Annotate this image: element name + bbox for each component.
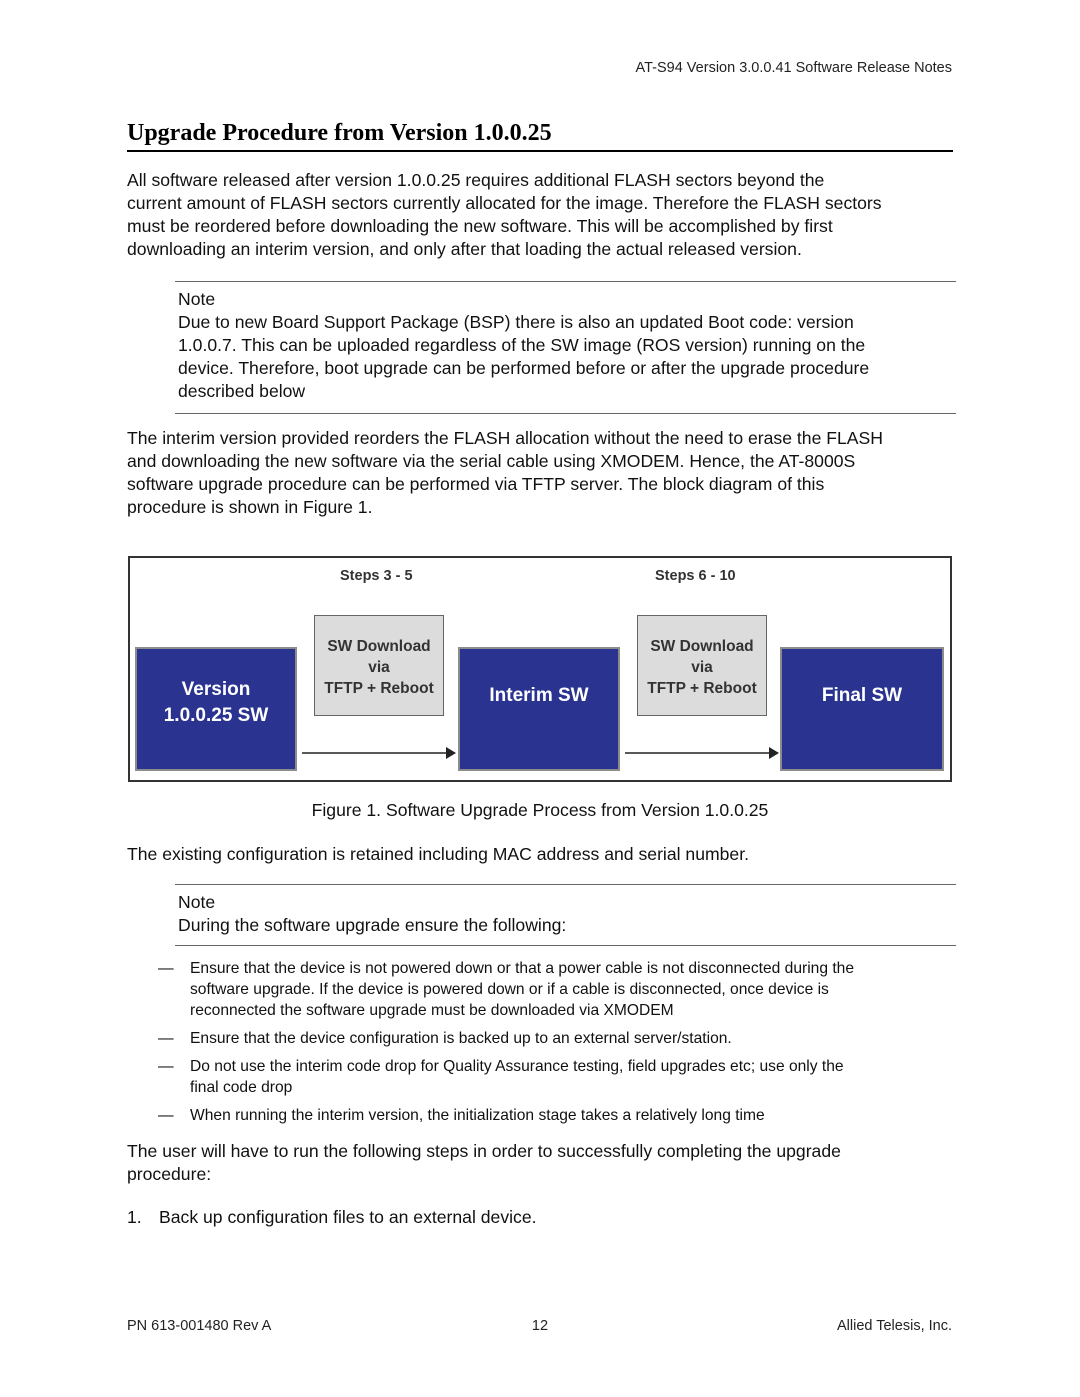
arrow-right-icon	[300, 743, 460, 763]
version-1-0-0-25-box	[135, 647, 297, 771]
text-line: The user will have to run the following steps in order to successfully completing the upgrade	[127, 1141, 841, 1161]
list-item	[158, 1056, 958, 1098]
version-box-line2: 1.0.0.25 SW	[163, 705, 269, 726]
text-line: All software released after version 1.0.0.25 requires additional FLASH sectors beyond the	[127, 170, 825, 190]
text-line: procedure:	[127, 1164, 212, 1184]
upgrade-block-diagram	[128, 556, 952, 782]
interim-paragraph	[127, 427, 953, 519]
download-line: TFTP + Reboot	[324, 680, 434, 697]
step-number: 1.	[127, 1207, 142, 1227]
note-text: During the software upgrade ensure the following:	[178, 915, 567, 935]
download-line: SW Download	[327, 638, 431, 655]
retained-paragraph: The existing configuration is retained including MAC address and serial number.	[127, 844, 749, 864]
section-title: Upgrade Procedure from Version 1.0.0.25	[127, 120, 953, 152]
dash-bullet: —	[158, 1058, 174, 1075]
text-line: reconnected the software upgrade must be downloaded via XMODEM	[190, 1002, 674, 1019]
download-line: SW Download	[650, 638, 754, 655]
dash-bullet: —	[158, 1030, 174, 1047]
numbered-step	[127, 1206, 953, 1229]
download-line: via	[368, 659, 390, 676]
interim-box-label: Interim SW	[489, 685, 589, 706]
step-text: Back up configuration files to an external device.	[159, 1207, 537, 1227]
text-line: When running the interim version, the initialization stage takes a relatively long time	[190, 1107, 765, 1124]
final-sw-box	[780, 647, 944, 771]
text-line: device. Therefore, boot upgrade can be performed before or after the upgrade procedure	[178, 358, 870, 378]
text-line: Due to new Board Support Package (BSP) there is also an updated Boot code: version	[178, 312, 854, 332]
sw-download-tftp-box-a	[314, 615, 444, 716]
text-line: final code drop	[190, 1079, 293, 1096]
steps-6-10-label: Steps 6 - 10	[655, 568, 736, 584]
note-box-bsp	[175, 281, 956, 414]
text-line: software upgrade. If the device is powered down or if a cable is disconnected, once device is	[190, 981, 829, 998]
download-line: via	[691, 659, 713, 676]
list-item	[158, 1028, 958, 1049]
sw-download-tftp-box-b	[637, 615, 767, 716]
dash-bullet: —	[158, 1107, 174, 1124]
text-line: described below	[178, 381, 306, 401]
figure-caption: Figure 1. Software Upgrade Process from Version 1.0.0.25	[311, 800, 769, 820]
intro-paragraph	[127, 169, 953, 261]
footer-page-number: 12	[531, 1318, 549, 1334]
text-line: software upgrade procedure can be performed via TFTP server. The block diagram of this	[127, 474, 825, 494]
text-line: and downloading the new software via the serial cable using XMODEM. Hence, the AT-8000S	[127, 451, 856, 471]
text-line: procedure is shown in Figure 1.	[127, 497, 373, 517]
running-header: AT-S94 Version 3.0.0.41 Software Release Notes	[635, 60, 952, 76]
dash-bullet: —	[158, 960, 174, 977]
note-title: Note	[178, 289, 216, 309]
note-title: Note	[178, 892, 216, 912]
text-line: Do not use the interim code drop for Quality Assurance testing, field upgrades etc; use only the	[190, 1058, 844, 1075]
footer-part-number: PN 613-001480 Rev A	[127, 1318, 272, 1334]
note-box-upgrade	[175, 884, 956, 946]
list-item	[158, 1105, 958, 1126]
text-line: must be reordered before downloading the new software. This will be accomplished by first	[127, 216, 833, 236]
arrow-right-icon	[623, 743, 783, 763]
steps-3-5-label: Steps 3 - 5	[340, 568, 413, 584]
download-line: TFTP + Reboot	[647, 680, 757, 697]
list-item	[158, 958, 958, 1021]
text-line: current amount of FLASH sectors currently allocated for the image. Therefore the FLASH sectors	[127, 193, 882, 213]
footer-company: Allied Telesis, Inc.	[837, 1318, 952, 1334]
text-line: The interim version provided reorders the FLASH allocation without the need to erase the FLASH	[127, 428, 883, 448]
steps-paragraph	[127, 1140, 953, 1186]
interim-sw-box	[458, 647, 620, 771]
precautions-list	[158, 958, 958, 1133]
text-line: downloading an interim version, and only after that loading the actual released version.	[127, 239, 802, 259]
version-box-line1: Version	[181, 679, 251, 700]
final-box-label: Final SW	[821, 685, 903, 706]
text-line: Ensure that the device configuration is backed up to an external server/station.	[190, 1030, 732, 1047]
text-line: 1.0.0.7. This can be uploaded regardless of the SW image (ROS version) running on the	[178, 335, 866, 355]
text-line: Ensure that the device is not powered down or that a power cable is not disconnected during the	[190, 960, 855, 977]
